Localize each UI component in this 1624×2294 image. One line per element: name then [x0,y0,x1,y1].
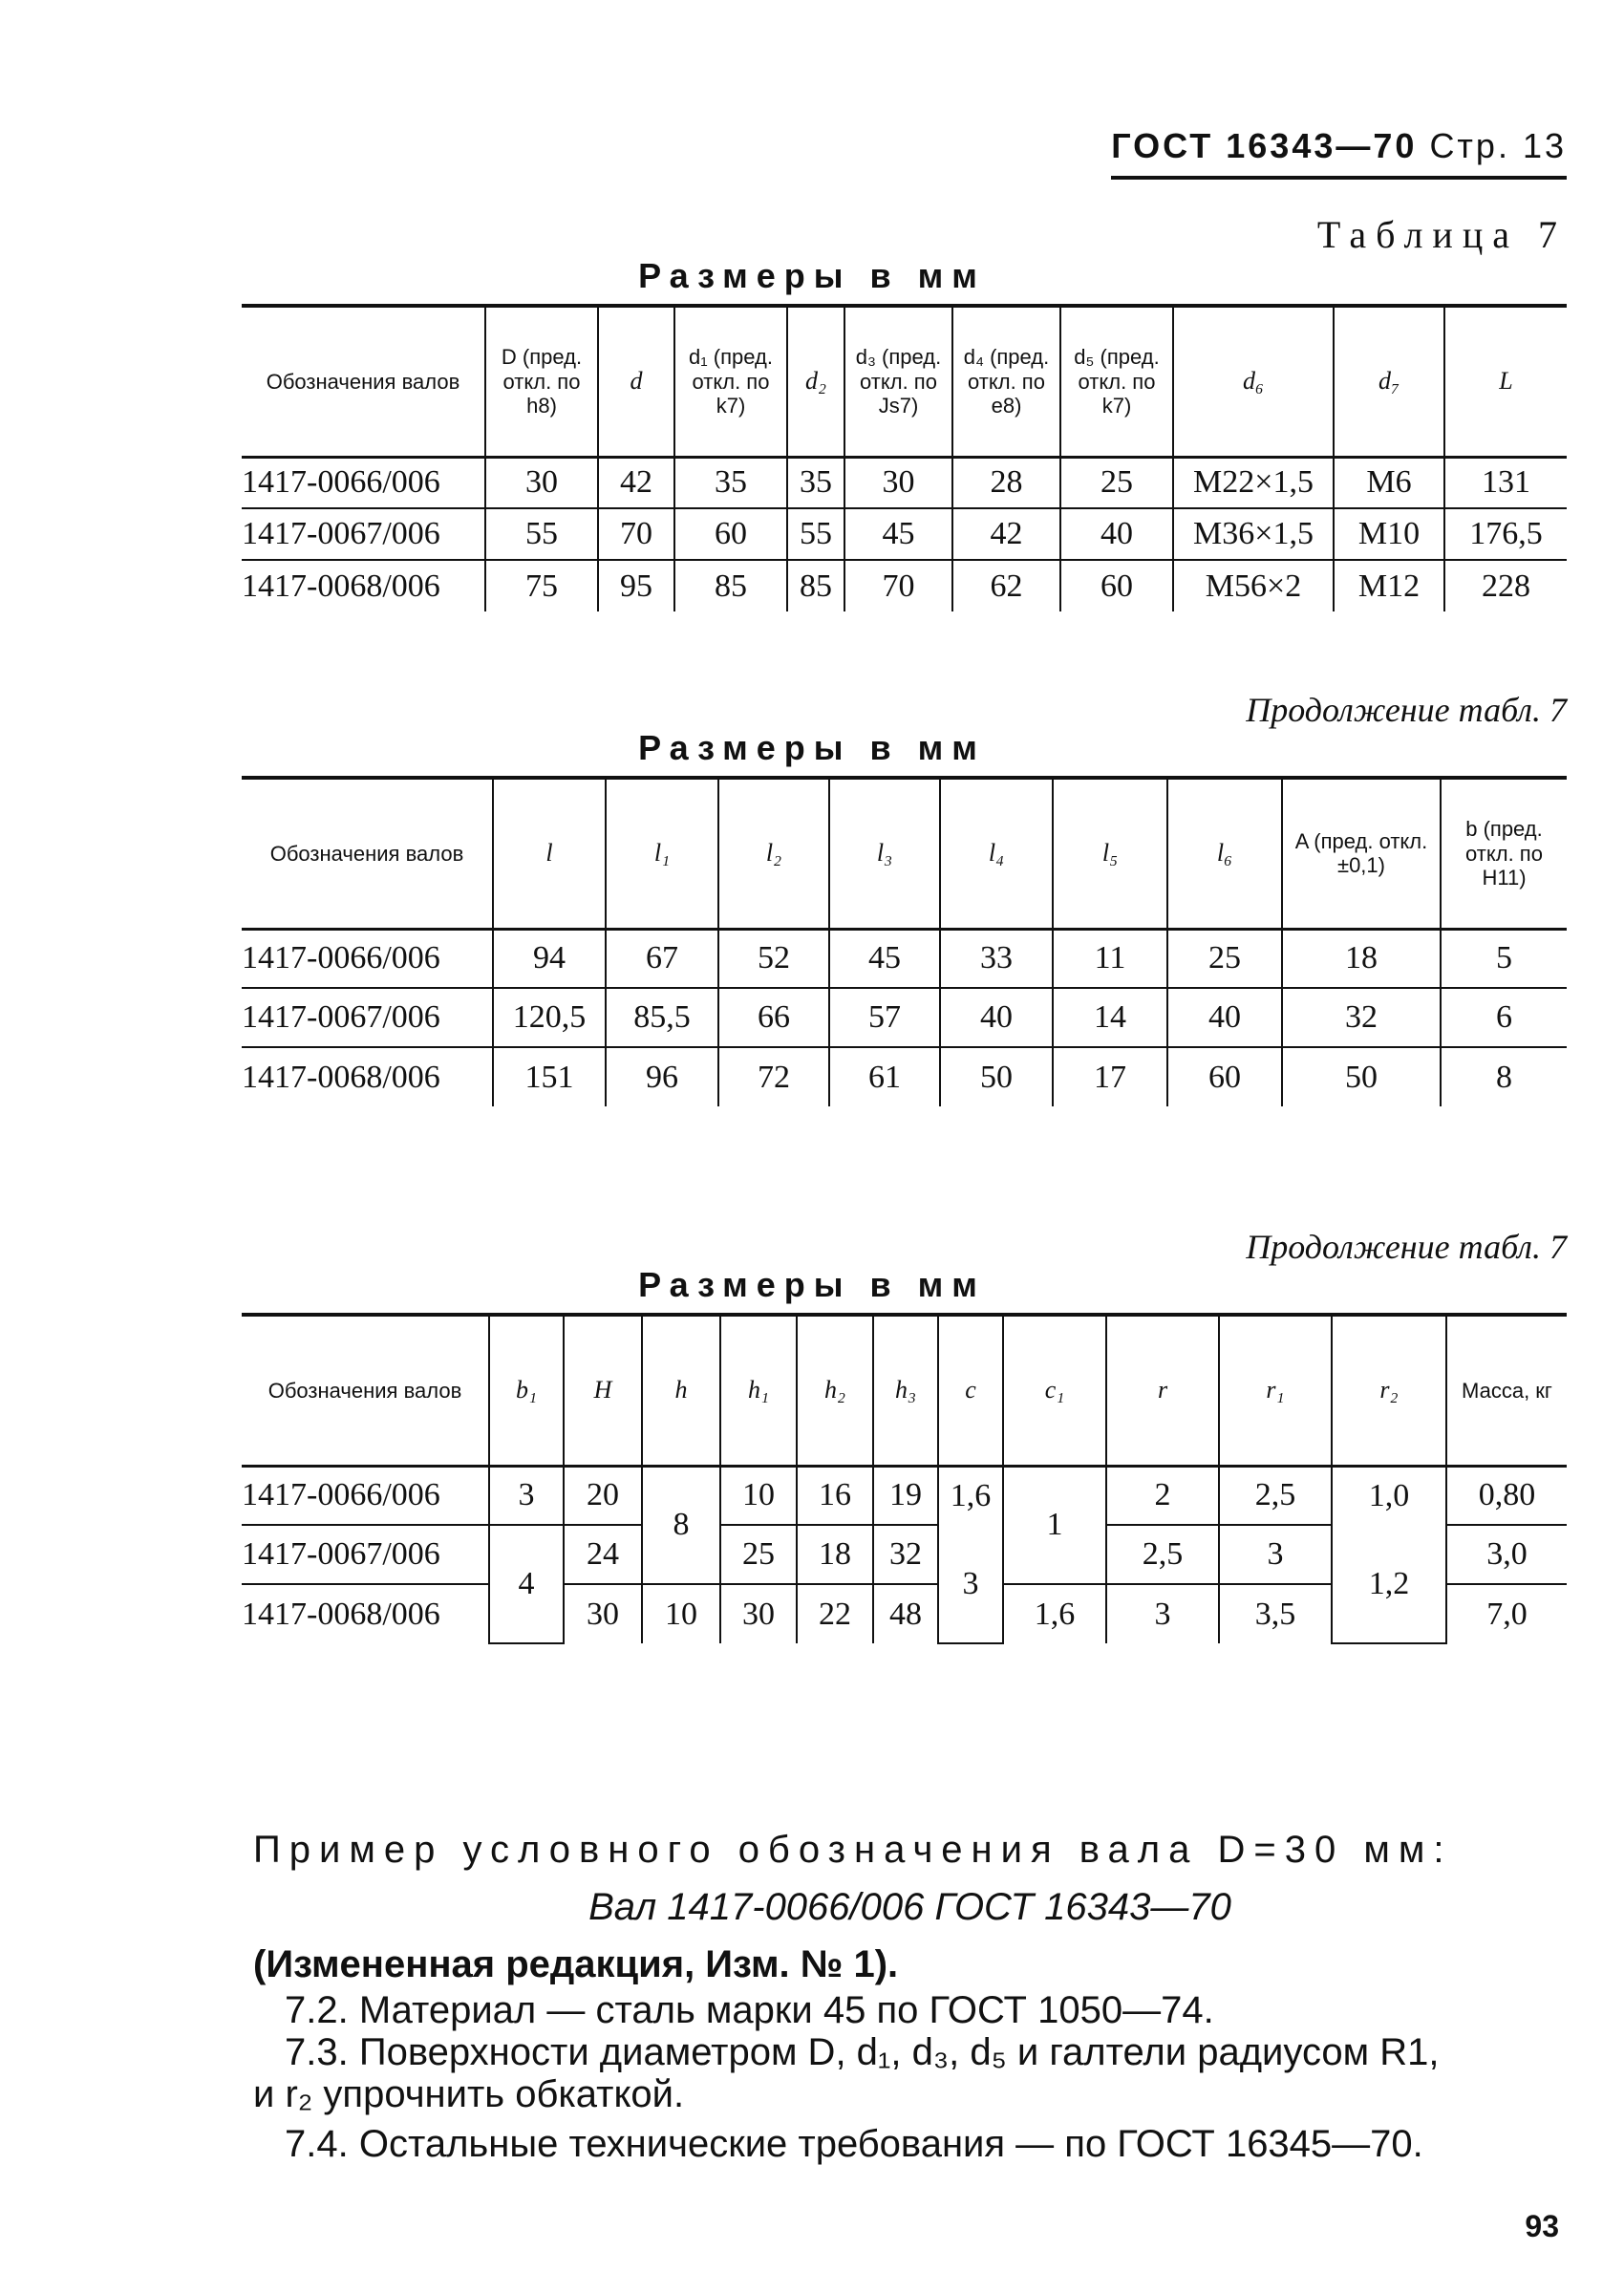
shaft-designation: 1417-0068/006 [242,568,440,604]
table1-caption: Размеры в мм [638,256,986,295]
table-row [242,508,1567,560]
table-cell: M12 [1334,560,1444,611]
table-cell: 55 [485,508,598,560]
header-cell: c [938,1315,1003,1466]
header-cell: D (пред. откл. по h8) [485,306,598,457]
table-cell: 20 [564,1466,642,1525]
table-cell: 3 [489,1466,564,1525]
table-cell: 24 [564,1525,642,1584]
table-cell: 151 [493,1047,606,1106]
header-cell: d₆ [1173,306,1334,457]
table-cell: 96 [606,1047,718,1106]
table-2 [242,776,1567,1106]
table-cell: 55 [787,508,844,560]
table-cell: 60 [674,508,787,560]
header-cell: h₃ [873,1315,938,1466]
table-cell: 95 [598,560,674,611]
table-cell: 228 [1444,560,1567,611]
table-cell: M22×1,5 [1173,457,1334,508]
table-cell: 28 [952,457,1060,508]
table-cell: 1,2 [1332,1525,1446,1643]
header-cell: l₅ [1053,778,1167,929]
table-cell: 57 [829,988,940,1047]
gost-number: ГОСТ 16343—70 [1111,126,1418,165]
table-cell: 1,6 [1003,1584,1106,1643]
table-cell: 62 [952,560,1060,611]
header-cell: l₃ [829,778,940,929]
table-cell: M56×2 [1173,560,1334,611]
page-number: 93 [1525,2209,1559,2243]
table-cell: 52 [718,929,829,988]
table-cell: 42 [952,508,1060,560]
table-cell: 22 [797,1584,873,1643]
table-row [242,988,1567,1047]
table-cell: 8 [1441,1047,1567,1106]
table-cell: 61 [829,1047,940,1106]
shaft-designation: 1417-0066/006 [242,1466,489,1525]
table-cell: 5 [1441,929,1567,988]
paragraph-7-3-cont: и r₂ упрочнить обкаткой. [253,2073,685,2115]
table-cell: 42 [598,457,674,508]
table-cell: 70 [844,560,952,611]
header-cell: A (пред. откл. ±0,1) [1282,778,1441,929]
header-cell: r₂ [1332,1315,1446,1466]
table-cell: 40 [1060,508,1173,560]
table-cell: 40 [1167,988,1282,1047]
table-number: Таблица 7 [1316,213,1567,256]
header-cell: d [598,306,674,457]
table-cell: 120,5 [493,988,606,1047]
table-cell: 25 [1060,457,1173,508]
header-cell: r₁ [1219,1315,1332,1466]
table-cell: 3,5 [1219,1584,1332,1643]
table-cell: 85 [674,560,787,611]
table-cell: 18 [1282,929,1441,988]
continuation-label: Продолжение табл. 7 [1246,691,1567,729]
header-cell: h [642,1315,720,1466]
table-cell: 33 [940,929,1053,988]
table-cell: 72 [718,1047,829,1106]
header-cell: r [1106,1315,1219,1466]
table-cell: 60 [1167,1047,1282,1106]
table-cell: 176,5 [1444,508,1567,560]
table-cell: 48 [873,1584,938,1643]
shaft-designation: 1417-0066/006 [242,929,493,988]
table-cell: 35 [674,457,787,508]
table-cell: 1,0 [1332,1466,1446,1525]
table-cell: 131 [1444,457,1567,508]
header-cell: l [493,778,606,929]
table-1 [242,304,1567,611]
shaft-designation: 1417-0068/006 [242,1596,440,1632]
header-cell: d₁ (пред. откл. по k7) [674,306,787,457]
table-row [242,929,1567,988]
header-cell: Обозначения валов [242,306,485,457]
table-cell: 18 [797,1525,873,1584]
header-cell: L [1444,306,1567,457]
header-cell: d₃ (пред. откл. по Js7) [844,306,952,457]
table-cell: 10 [720,1466,797,1525]
table-cell: 16 [797,1466,873,1525]
header-cell: Обозначения валов [242,778,493,929]
page-label: Стр. 13 [1429,126,1567,165]
table-cell: 3 [1106,1584,1219,1643]
table2-caption: Размеры в мм [638,728,986,767]
header-cell: h₂ [797,1315,873,1466]
header-cell: b₁ [489,1315,564,1466]
header-cell: c₁ [1003,1315,1106,1466]
table-cell: 45 [829,929,940,988]
table-cell: 50 [1282,1047,1441,1106]
table-row [242,1466,1567,1525]
table3-header-row [242,1315,1567,1466]
table1-header-row [242,306,1567,457]
table-cell: 3 [1219,1525,1332,1584]
table-cell: 17 [1053,1047,1167,1106]
shaft-designation: 1417-0067/006 [242,508,485,560]
table-3 [242,1313,1567,1644]
table-cell: M36×1,5 [1173,508,1334,560]
header-cell: l₁ [606,778,718,929]
table-cell: 14 [1053,988,1167,1047]
paragraph-7-3: 7.3. Поверхности диаметром D, d₁, d₃, d₅ и галтели радиусом R1, [285,2031,1440,2073]
shaft-designation: 1417-0068/006 [242,1059,440,1095]
table-cell: 30 [564,1584,642,1643]
table-cell: 45 [844,508,952,560]
header-cell: Обозначения валов [242,1315,489,1466]
table3-caption: Размеры в мм [638,1265,986,1304]
table-cell: 2,5 [1106,1525,1219,1584]
table-cell: 85,5 [606,988,718,1047]
header-cell: d₄ (пред. откл. по e8) [952,306,1060,457]
paragraph-7-2: 7.2. Материал — сталь марки 45 по ГОСТ 1050—74. [285,1989,1214,2031]
revision-note: (Измененная редакция, Изм. № 1). [253,1943,899,1985]
designation-example: Пример условного обозначения вала D=30 мм: [253,1829,1453,1871]
table-row [242,560,1567,611]
table-cell: 25 [720,1525,797,1584]
table-cell: 85 [787,560,844,611]
table2-header-row [242,778,1567,929]
table-cell: 50 [940,1047,1053,1106]
header-cell: h₁ [720,1315,797,1466]
shaft-designation: 1417-0066/006 [242,457,485,508]
header-cell: b (пред. откл. по H11) [1441,778,1567,929]
table-cell: 7,0 [1446,1584,1567,1643]
table-cell: 94 [493,929,606,988]
table-cell: M10 [1334,508,1444,560]
header-cell: d₂ [787,306,844,457]
table-cell: 2,5 [1219,1466,1332,1525]
paragraph-7-4: 7.4. Остальные технические требования — по ГОСТ 16345—70. [285,2123,1423,2165]
table-cell: 3,0 [1446,1525,1567,1584]
header-cell: d₅ (пред. откл. по k7) [1060,306,1173,457]
header-cell: l₂ [718,778,829,929]
table-cell: 30 [844,457,952,508]
table-cell: 11 [1053,929,1167,988]
table-row [242,1047,1567,1106]
header-cell: H [564,1315,642,1466]
table-cell: 75 [485,560,598,611]
table-cell: 32 [1282,988,1441,1047]
table-cell: 66 [718,988,829,1047]
table-row [242,457,1567,508]
table-cell: 8 [642,1466,720,1584]
table-cell: 67 [606,929,718,988]
table-cell: 6 [1441,988,1567,1047]
table-cell: 30 [720,1584,797,1643]
shaft-designation: 1417-0067/006 [242,988,493,1047]
table-cell: M6 [1334,457,1444,508]
table-cell: 1,6 [938,1466,1003,1525]
table-cell: 32 [873,1525,938,1584]
table-cell: 35 [787,457,844,508]
table-cell: 25 [1167,929,1282,988]
header-cell: d₇ [1334,306,1444,457]
table-cell: 0,80 [1446,1466,1567,1525]
table-cell: 1 [1003,1466,1106,1584]
table-cell: 2 [1106,1466,1219,1525]
table-cell: 19 [873,1466,938,1525]
table-cell: 40 [940,988,1053,1047]
page-header [1111,126,1567,180]
table-cell: 4 [489,1525,564,1643]
header-cell: Масса, кг [1446,1315,1567,1466]
continuation-label: Продолжение табл. 7 [1246,1228,1567,1266]
table-row [242,1525,1567,1584]
table-cell: 3 [938,1525,1003,1643]
designation-sample: Вал 1417-0066/006 ГОСТ 16343—70 [588,1886,1231,1928]
header-cell: l₄ [940,778,1053,929]
shaft-designation: 1417-0067/006 [242,1525,489,1584]
table-cell: 60 [1060,560,1173,611]
table-cell: 30 [485,457,598,508]
header-cell: l₆ [1167,778,1282,929]
table-cell: 10 [642,1584,720,1643]
table-cell: 70 [598,508,674,560]
